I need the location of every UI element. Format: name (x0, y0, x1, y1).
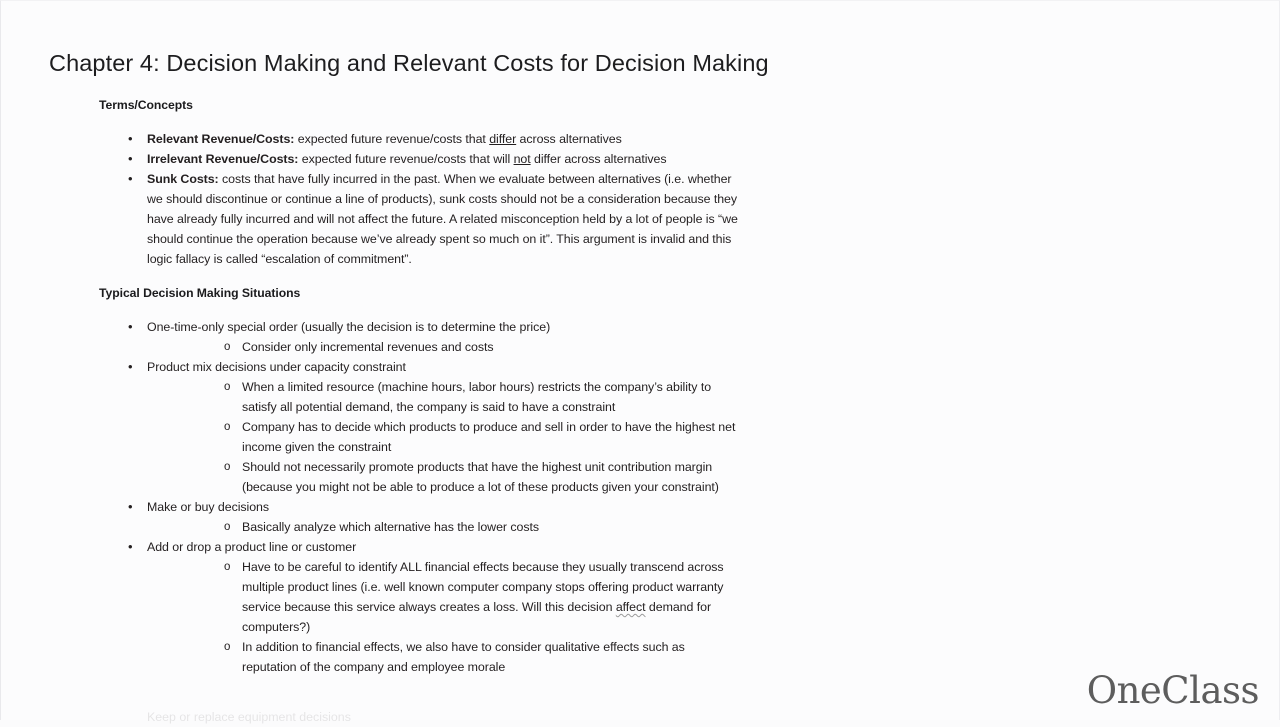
sub-list (195, 517, 739, 537)
spellcheck-flagged-word: affect (615, 600, 646, 614)
sub-list-item (195, 517, 739, 537)
sub-list-wrapper (147, 377, 739, 497)
list-item-label: Product mix decisions under capacity constraint (147, 360, 406, 374)
section-heading-terms-concepts: Terms/Concepts (99, 98, 193, 112)
terms-concepts-list (99, 129, 739, 269)
circle-bullet-marker: o (224, 561, 231, 573)
sub-list-item (195, 557, 739, 637)
oneclass-watermark (1087, 656, 1259, 712)
document-body (99, 97, 739, 677)
term-label: Irrelevant Revenue/Costs: (147, 152, 299, 166)
sub-text-after: demand for computers?) (242, 600, 712, 634)
list-item-label: One-time-only special order (usually the decision is to determine the price) (147, 320, 551, 334)
sub-list-wrapper (147, 337, 739, 357)
sub-list (195, 557, 739, 677)
list-item (99, 149, 739, 169)
term-label: Sunk Costs: (147, 172, 219, 186)
section-heading-typical-situations: Typical Decision Making Situations (99, 286, 301, 300)
list-item-label: Add or drop a product line or customer (147, 540, 357, 554)
circle-bullet-marker: o (224, 421, 231, 433)
list-item (99, 357, 739, 497)
circle-bullet-marker: o (224, 381, 231, 393)
sub-list (195, 377, 739, 497)
term-text-after: differ across alternatives (530, 152, 667, 166)
sub-list-item-label: Consider only incremental revenues and costs (242, 340, 494, 354)
sub-list-item-label: In addition to financial effects, we also have to consider qualitative effects such as reputation of the company and employee morale (242, 640, 685, 674)
bullet-marker: • (128, 319, 133, 334)
bullet-marker: • (128, 151, 133, 166)
underlined-word: not (513, 152, 531, 166)
sub-list-wrapper (147, 517, 739, 537)
term-text: costs that have fully incurred in the past. When we evaluate between alternatives (i.e. whether we should discontinue or continue a line of products), sunk costs should not be a consideration because they have already fully incurred and will not affect the future. A related misconception held by a lot of people is “we should continue the operation because we’ve already spent so much on it”. This argument is invalid and this logic fallacy is called “escalation of commitment”. (147, 172, 738, 266)
sub-list-item (195, 457, 739, 497)
bullet-marker: • (128, 499, 133, 514)
sub-list-item (195, 377, 739, 417)
circle-bullet-marker: o (224, 341, 231, 353)
list-item (99, 537, 739, 677)
sub-list-wrapper (147, 557, 739, 677)
sub-list (195, 337, 739, 357)
typical-situations-list (99, 317, 739, 677)
term-text-after: across alternatives (516, 132, 622, 146)
term-text-before: expected future revenue/costs that will (298, 152, 514, 166)
watermark-brand-text: OneClass (1086, 669, 1259, 712)
sub-list-item-label: Company has to decide which products to produce and sell in order to have the highest net income given the constraint (242, 420, 736, 454)
list-item (99, 317, 739, 357)
page-title: Chapter 4: Decision Making and Relevant Costs for Decision Making (49, 50, 769, 76)
underlined-word: differ (489, 132, 517, 146)
list-item (99, 129, 739, 149)
list-item-label: Make or buy decisions (147, 500, 270, 514)
term-label: Relevant Revenue/Costs: (147, 132, 295, 146)
sub-list-item-label: Should not necessarily promote products that have the highest unit contribution margin (because you might not be able to produce a lot of these products given your constraint) (242, 460, 719, 494)
bullet-marker: • (128, 359, 133, 374)
sub-list-item-label: Basically analyze which alternative has the lower costs (242, 520, 539, 534)
circle-bullet-marker: o (224, 521, 231, 533)
list-item (99, 497, 739, 537)
term-text-before: expected future revenue/costs that (294, 132, 490, 146)
sub-list-item (195, 417, 739, 457)
bullet-marker: • (128, 131, 133, 146)
circle-bullet-marker: o (224, 461, 231, 473)
list-item (99, 169, 739, 269)
bullet-marker: • (128, 539, 133, 554)
sub-list-item (195, 337, 739, 357)
clipped-next-line: Keep or replace equipment decisions (147, 710, 351, 724)
sub-list-item-label: When a limited resource (machine hours, labor hours) restricts the company’s ability to satisfy all potential demand, the company is said to have a constraint (242, 380, 712, 414)
sub-list-item (195, 637, 739, 677)
bullet-marker: • (128, 171, 133, 186)
circle-bullet-marker: o (224, 641, 231, 653)
sub-text-before: Have to be careful to identify ALL financial effects because they usually transcend across multiple product lines (i.e. well known computer company stops offering product warranty service because this service always creates a loss. Will this decision (242, 560, 724, 614)
